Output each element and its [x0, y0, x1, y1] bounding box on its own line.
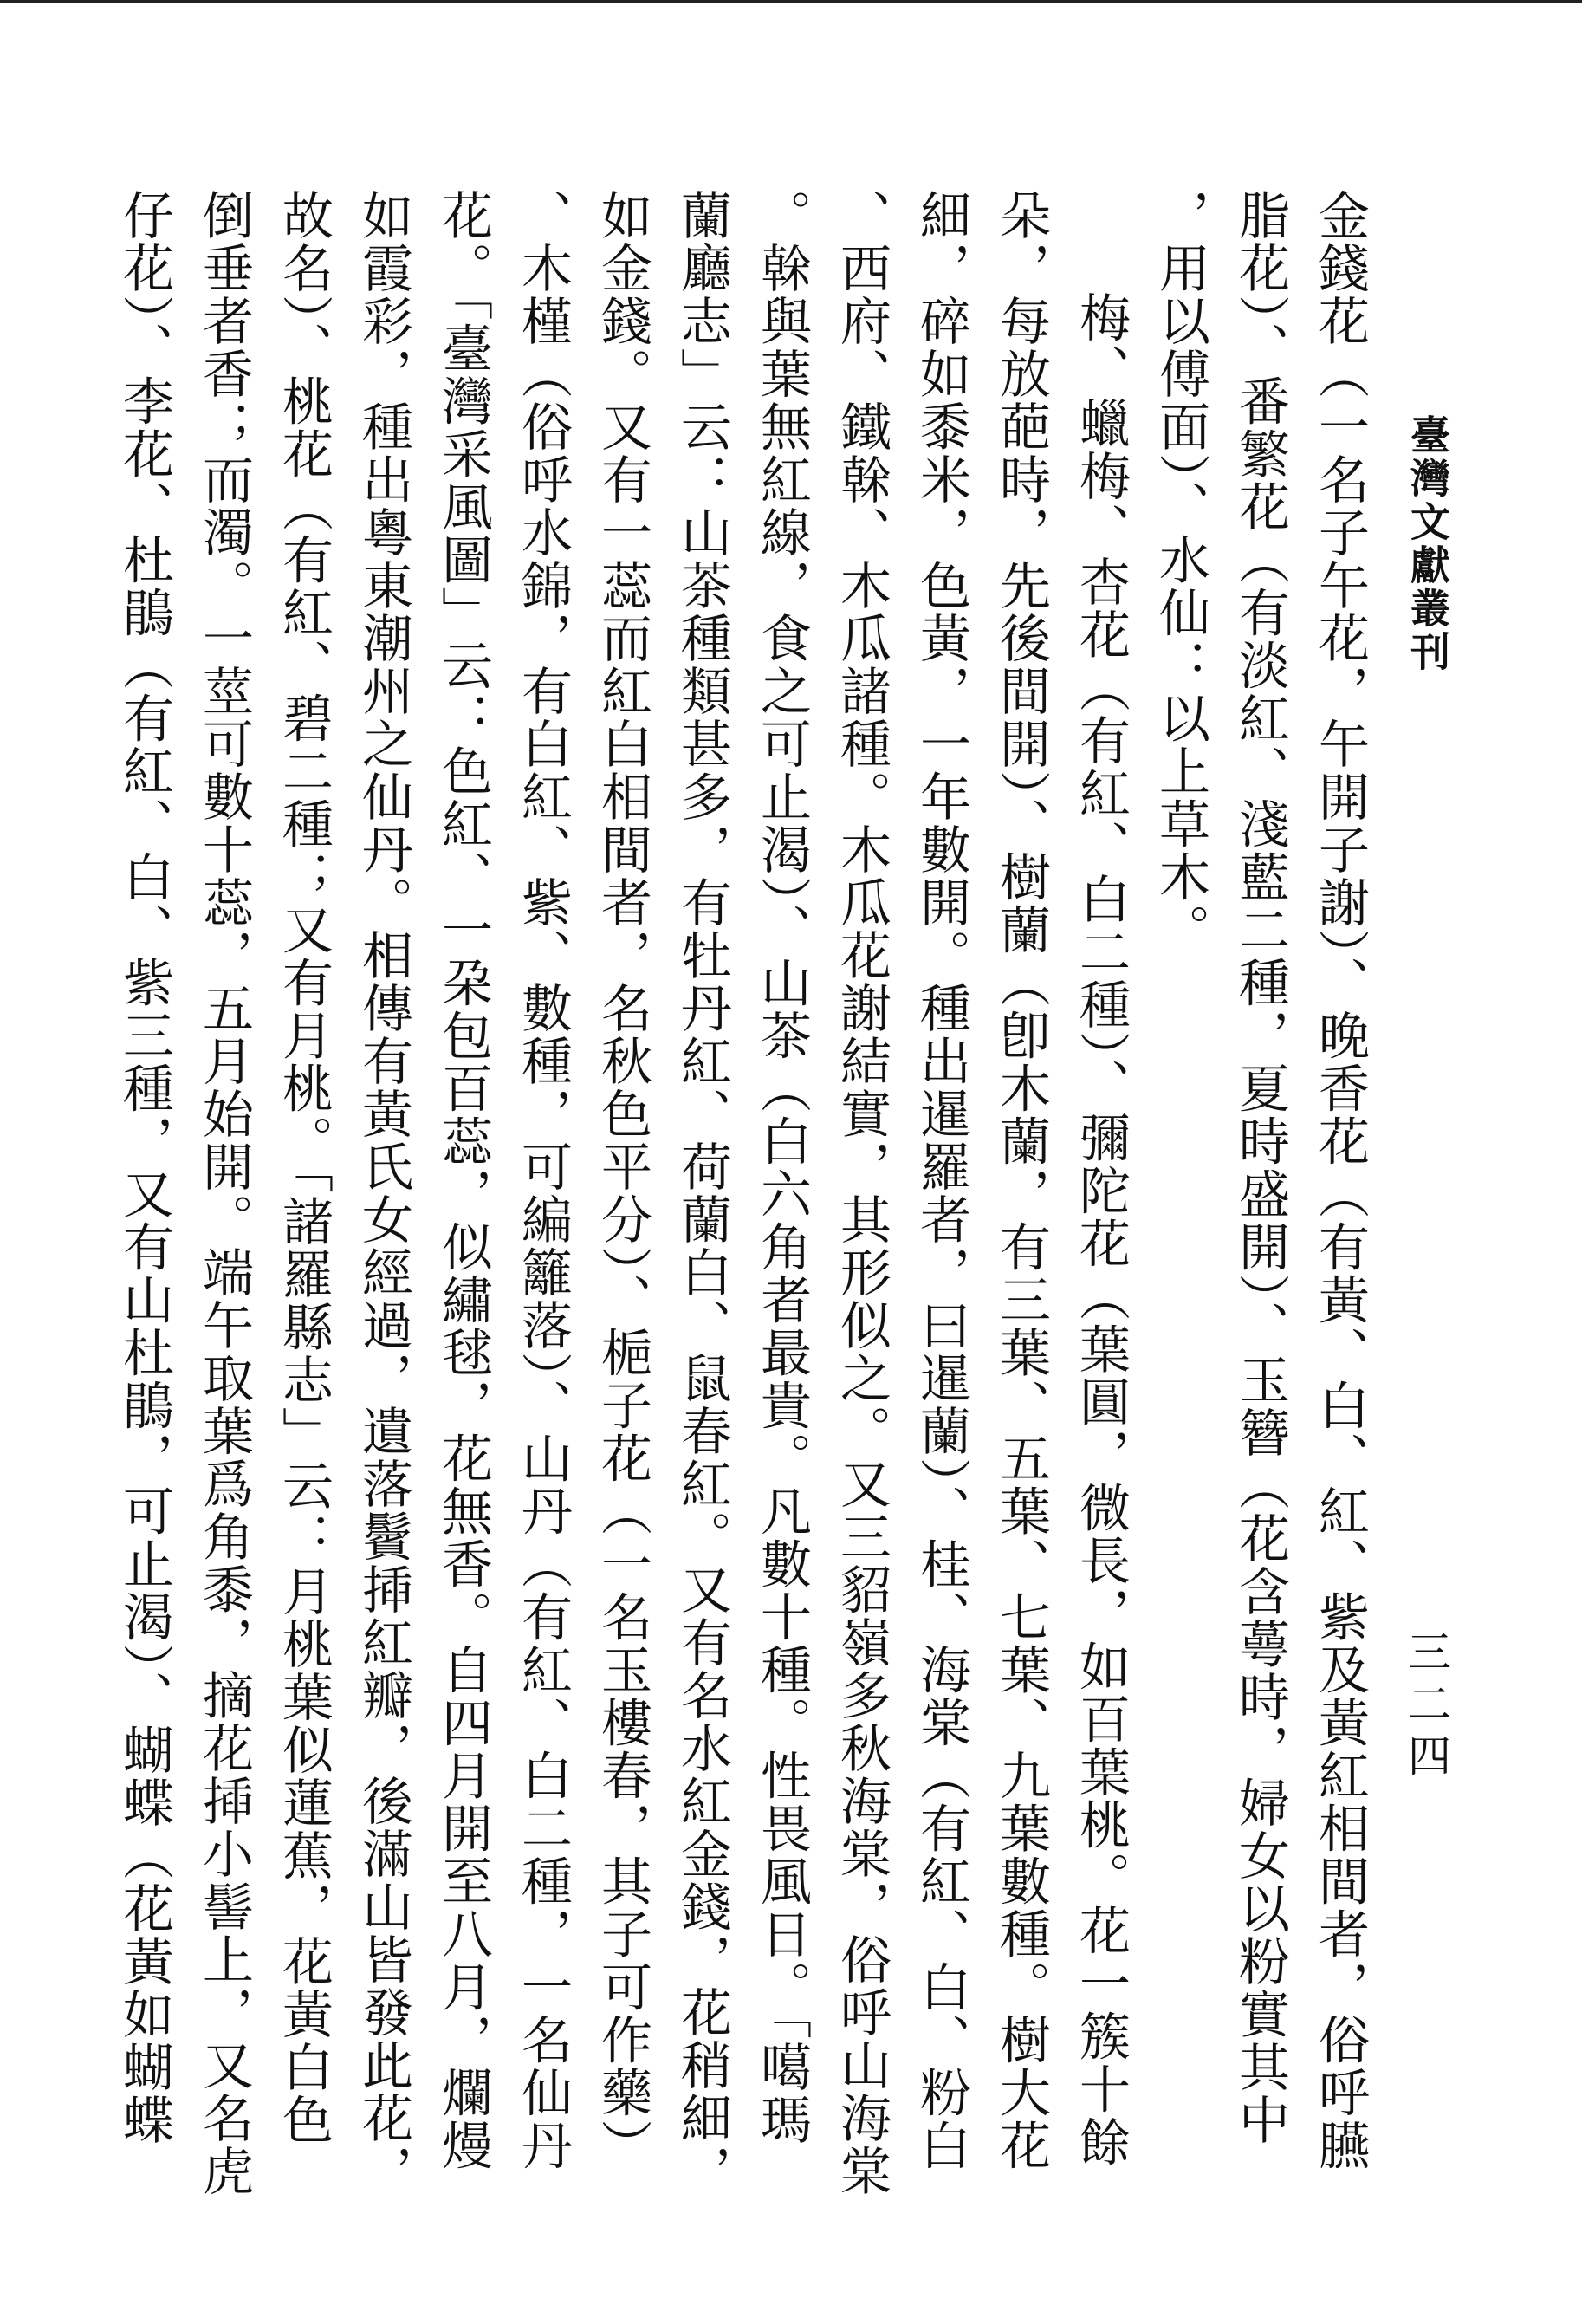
- text-column: 細，碎如黍米，色黃，一年數開。種出暹羅者，曰暹蘭）、桂、海棠（有紅、白、粉白: [911, 189, 971, 2172]
- text-column: 花。「臺灣采風圖」云：色紅、一朶包百蕊，似繡毬，花無香。自四月開至八月，爛熳: [433, 189, 493, 2172]
- text-column: 故名）、桃花（有紅、碧二種；又有月桃。「諸羅縣志」云：月桃葉似蓮蕉，花黃白色: [274, 189, 334, 2146]
- text-column: 倒垂者香；而濁。一莖可數十蕊，五月始開。端午取葉爲角黍，摘花揷小髻上，又名虎: [194, 189, 254, 2197]
- text-column: 蘭廳志」云：山茶種類甚多，有牡丹紅、荷蘭白、鼠春紅。又有名水紅金錢，花稍細，: [672, 189, 732, 2197]
- text-column: 朵，每放葩時，先後間開）、樹蘭（卽木蘭，有三葉、五葉、七葉、九葉數種。樹大花: [991, 189, 1051, 2172]
- text-column: 仔花）、李花、杜鵑（有紅、白、紫三種，又有山杜鵑，可止渴）、蝴蝶（花黃如蝴蝶: [114, 189, 174, 2146]
- text-column: ，用以傅面）、水仙：以上草木。: [1151, 189, 1210, 957]
- page-number: 三二四: [1401, 1629, 1451, 1785]
- text-column: 如金錢。又有一蕊而紅白相間者，名秋色平分）、梔子花（一名玉樓春，其子可作藥）: [593, 189, 652, 2172]
- running-title: 臺灣文獻叢刊: [1404, 414, 1451, 674]
- text-column: 如霞彩，種出粵東潮州之仙丹。相傳有黃氏女經過，遺落鬢揷紅瓣，後滿山皆發此花，: [353, 189, 413, 2197]
- top-border-rule: [0, 0, 1582, 3]
- text-column: 金錢花（一名子午花，午開子謝）、晚香花（有黃、白、紅、紫及黃紅相間者，俗呼臙: [1310, 189, 1370, 2172]
- text-column: 、木槿（俗呼水錦，有白紅、紫、數種，可編籬落）、山丹（有紅、白二種，一名仙丹: [513, 189, 573, 2172]
- text-column: 。榦與葉無紅線，食之可止渴）、山茶（白六角者最貴。凡數十種。性畏風日。「噶瑪: [752, 189, 812, 2146]
- body-text: [114, 189, 1379, 2197]
- text-column: 、西府、鐵榦、木瓜諸種。木瓜花謝結實，其形似之。又三貂嶺多秋海棠，俗呼山海棠: [832, 189, 891, 2197]
- text-column: 梅、蠟梅、杏花（有紅、白二種）、彌陀花（葉圓，微長，如百葉桃。花一簇十餘: [1071, 291, 1131, 2169]
- text-column: 脂花）、番繁花（有淡紅、淺藍二種，夏時盛開）、玉簪（花含蕚時，婦女以粉實其中: [1230, 189, 1290, 2146]
